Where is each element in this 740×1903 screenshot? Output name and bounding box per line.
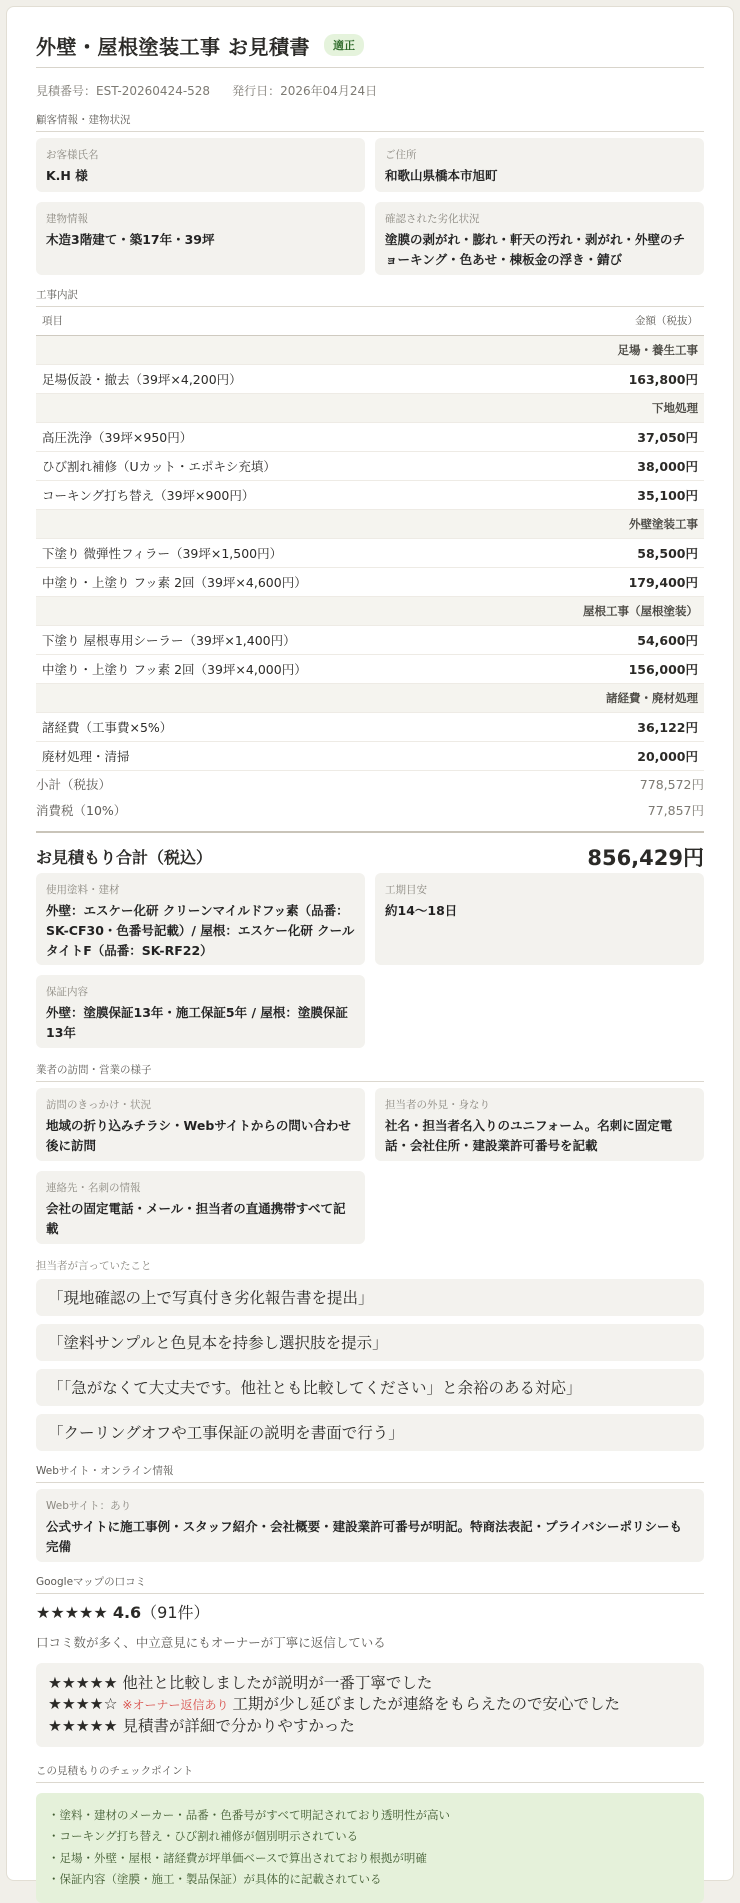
checkpoint-item: ・コーキング打ち替え・ひび割れ補修が個別明示されている — [48, 1829, 359, 1843]
checkpoint-item: ・保証内容（塗膜・施工・製品保証）が具体的に記載されている — [48, 1872, 382, 1886]
category-row — [36, 683, 704, 712]
building-card — [36, 202, 365, 275]
card-label: 保証内容 — [46, 985, 88, 998]
card-label: 使用塗料・建材 — [46, 883, 120, 896]
star-icon: ★★★★☆ — [48, 1694, 118, 1713]
subtotal-row — [36, 771, 704, 797]
item-amount: 179,400円 — [552, 567, 704, 596]
item-amount: 156,000円 — [552, 654, 704, 683]
customer-address: 和歌山県橋本市旭町 — [385, 168, 498, 183]
total-label: お見積もり合計（税込） — [36, 848, 213, 867]
rating-note: 口コミ数が多く、中立意見にもオーナーが丁寧に返信している — [36, 1634, 386, 1650]
table-row — [36, 654, 704, 683]
card-label: 訪問のきっかけ・状況 — [46, 1098, 151, 1111]
table-row — [36, 712, 704, 741]
item-name: ひび割れ補修（Uカット・エポキシ充填） — [36, 451, 552, 480]
item-name: 中塗り・上塗り フッ素 2回（39坪×4,600円） — [36, 567, 552, 596]
star-icon: ★★★★★ — [48, 1673, 118, 1692]
category-row — [36, 393, 704, 422]
contact-card — [36, 1171, 365, 1244]
section-visit: 業者の訪問・営業の様子 — [36, 1062, 704, 1082]
table-row — [36, 625, 704, 654]
item-name: 下塗り 屋根専用シーラー（39坪×1,400円） — [36, 625, 552, 654]
rating-score: 4.6 — [112, 1602, 142, 1622]
category-label: 屋根工事（屋根塗装） — [36, 596, 704, 625]
card-label: Webサイト：あり — [46, 1499, 132, 1512]
saying-item: 「クーリングオフや工事保証の説明を書面で行う」 — [36, 1414, 704, 1451]
category-label: 諸経費・廃材処理 — [36, 683, 704, 712]
item-amount: 54,600円 — [552, 625, 704, 654]
period-info: 約14〜18日 — [385, 902, 458, 918]
section-sayings: 担当者が言っていたこと — [36, 1259, 152, 1272]
rating-summary — [36, 1600, 704, 1623]
building-info: 木造3階建て・築17年・39坪 — [46, 232, 215, 247]
card-label: 工期目安 — [385, 883, 427, 896]
section-checkpoints: この見積もりのチェックポイント — [36, 1763, 704, 1783]
col-item: 項目 — [36, 307, 552, 335]
item-amount: 36,122円 — [552, 712, 704, 741]
item-name: 中塗り・上塗り フッ素 2回（39坪×4,000円） — [36, 654, 552, 683]
card-label: 建物情報 — [46, 213, 88, 225]
web-info: 公式サイトに施工事例・スタッフ紹介・会社概要・建設業許可番号が明記。特商法表記・プライバシーポリシーも完備 — [46, 1518, 683, 1554]
star-icon: ★★★★★ — [48, 1716, 118, 1735]
review-item — [48, 1716, 692, 1737]
owner-reply-badge: ※オーナー返信あり — [122, 1697, 229, 1712]
item-name: 下塗り 微弾性フィラー（39坪×1,500円） — [36, 538, 552, 567]
contact-info: 会社の固定電話・メール・担当者の直通携帯すべて記載 — [46, 1200, 346, 1236]
document-header — [36, 31, 704, 59]
material-card — [36, 873, 365, 965]
item-amount: 163,800円 — [552, 364, 704, 393]
section-breakdown: 工事内訳 — [36, 287, 704, 307]
estimate-number: 見積番号：EST-20260424-528 — [36, 84, 211, 98]
table-row — [36, 538, 704, 567]
divider — [36, 67, 704, 68]
review-text: 見積書が詳細で分かりやすかった — [122, 1716, 355, 1735]
table-header — [36, 307, 704, 335]
category-label: 外壁塗装工事 — [36, 509, 704, 538]
tax-value: 77,857円 — [647, 802, 704, 818]
checkpoint-item: ・塗料・建材のメーカー・品番・色番号がすべて明記されており透明性が高い — [48, 1807, 451, 1822]
total-value: 856,429円 — [587, 845, 704, 870]
issue-date: 発行日：2026年04月24日 — [232, 84, 378, 98]
item-amount: 20,000円 — [552, 741, 704, 770]
category-row — [36, 335, 704, 364]
appearance-card — [375, 1088, 704, 1161]
visit-trigger: 地域の折り込みチラシ・Webサイトからの問い合わせ後に訪問 — [46, 1117, 351, 1153]
web-card — [36, 1489, 704, 1562]
card-label: ご住所 — [385, 149, 417, 161]
category-row — [36, 509, 704, 538]
saying-item: 「現地確認の上で写真付き劣化報告書を提出」 — [36, 1279, 704, 1316]
status-badge: 適正 — [324, 34, 364, 56]
saying-item: 「「急がなくて大丈夫です。他社とも比較してください」と余裕のある対応」 — [36, 1369, 704, 1406]
tax-row — [36, 797, 704, 823]
saying-item: 「塗料サンプルと色見本を持参し選択肢を提示」 — [36, 1324, 704, 1361]
checkpoint-item: ・足場・外壁・屋根・諸経費が坪単価ベースで算出されており根拠が明確 — [48, 1850, 427, 1865]
table-row — [36, 451, 704, 480]
review-text: 工期が少し延びましたが連絡をもらえたので安心でした — [232, 1694, 620, 1713]
reviews-list — [36, 1663, 704, 1747]
material-info: 外壁：エスケー化研 クリーンマイルドフッ素（品番：SK-CF30・色番号記載）/ 屋根：エスケー化研 クールタイトF（品番：SK-RF22） — [46, 902, 355, 958]
total-row — [36, 831, 704, 869]
subtotal-value: 778,572円 — [639, 776, 704, 792]
visit-trigger-card — [36, 1088, 365, 1161]
section-web: Webサイト・オンライン情報 — [36, 1463, 704, 1483]
item-name: 廃材処理・清掃 — [36, 741, 552, 770]
category-label: 足場・養生工事 — [36, 335, 704, 364]
table-row — [36, 567, 704, 596]
period-card — [375, 873, 704, 965]
document-meta — [36, 82, 704, 100]
review-item — [48, 1673, 692, 1694]
item-name: 諸経費（工事費×5%） — [36, 712, 552, 741]
subtotal-label: 小計（税抜） — [36, 776, 112, 792]
warranty-info: 外壁：塗膜保証13年・施工保証5年 / 屋根：塗膜保証13年 — [46, 1004, 348, 1040]
checkpoints-list — [36, 1793, 704, 1903]
category-row — [36, 596, 704, 625]
card-label: 連絡先・名刺の情報 — [46, 1181, 141, 1194]
section-google: Googleマップの口コミ — [36, 1574, 704, 1594]
star-icon: ★★★★★ — [36, 1602, 108, 1622]
document-title: 外壁・屋根塗装工事 お見積書 — [36, 34, 310, 59]
category-label: 下地処理 — [36, 393, 704, 422]
card-label: 確認された劣化状況 — [385, 213, 480, 225]
section-customer: 顧客情報・建物状況 — [36, 112, 704, 132]
table-row — [36, 422, 704, 451]
breakdown-table — [36, 307, 704, 771]
item-name: 高圧洗浄（39坪×950円） — [36, 422, 552, 451]
item-amount: 35,100円 — [552, 480, 704, 509]
card-label: 担当者の外見・身なり — [385, 1098, 490, 1111]
item-amount: 37,050円 — [552, 422, 704, 451]
tax-label: 消費税（10%） — [36, 802, 127, 818]
review-text: 他社と比較しましたが説明が一番丁寧でした — [122, 1673, 433, 1692]
estimate-document — [6, 6, 734, 1886]
appearance-info: 社名・担当者名入りのユニフォーム。名刺に固定電話・会社住所・建設業許可番号を記載 — [385, 1117, 673, 1153]
warranty-card — [36, 975, 365, 1048]
damage-card — [375, 202, 704, 275]
review-item — [48, 1694, 692, 1716]
customer-name-card — [36, 138, 365, 192]
item-name: コーキング打ち替え（39坪×900円） — [36, 480, 552, 509]
item-amount: 38,000円 — [552, 451, 704, 480]
item-amount: 58,500円 — [552, 538, 704, 567]
customer-name: K.H 様 — [46, 168, 88, 183]
sayings-list — [36, 1279, 704, 1451]
review-count: （91件） — [141, 1602, 210, 1622]
customer-address-card — [375, 138, 704, 192]
col-amount: 金額（税抜） — [552, 307, 704, 335]
card-label: お客様氏名 — [46, 149, 99, 161]
table-row — [36, 480, 704, 509]
table-row — [36, 741, 704, 770]
table-row — [36, 364, 704, 393]
damage-info: 塗膜の剥がれ・膨れ・軒天の汚れ・剥がれ・外壁のチョーキング・色あせ・棟板金の浮き・錆び — [385, 232, 686, 267]
item-name: 足場仮設・撤去（39坪×4,200円） — [36, 364, 552, 393]
